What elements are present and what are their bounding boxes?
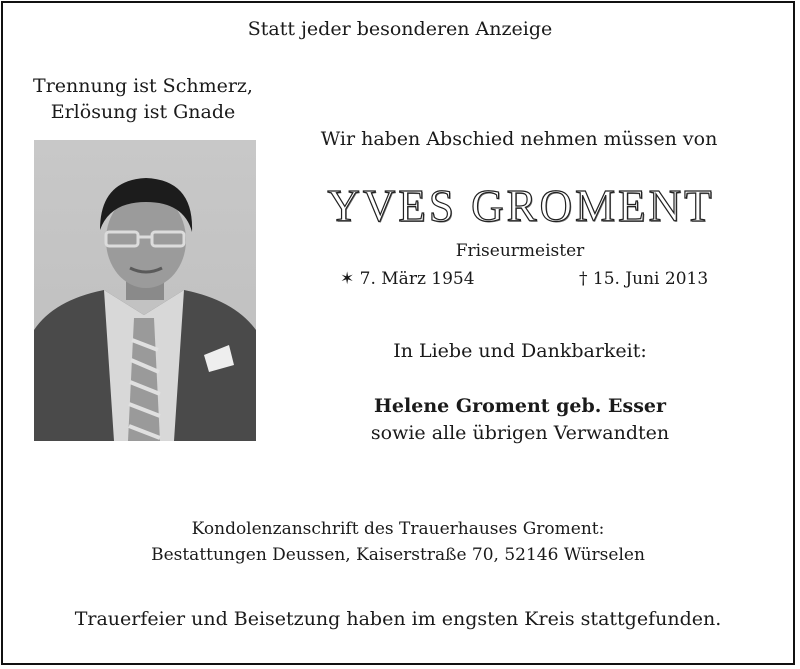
portrait-figure	[34, 140, 256, 441]
condolence-address	[151, 516, 645, 568]
deceased-name: YVES GROMENT	[327, 181, 715, 231]
motto-line-1: Trennung ist Schmerz,	[33, 75, 253, 97]
intro-text: Wir haben Abschied nehmen müssen von	[320, 128, 718, 150]
condolence-line-2: Bestattungen Deussen, Kaiserstraße 70, 52146 Würselen	[151, 545, 645, 565]
header-notice: Statt jeder besonderen Anzeige	[247, 18, 553, 40]
motto-line-2: Erlösung ist Gnade	[50, 101, 236, 123]
condolence-line-1: Kondolenzanschrift des Trauerhauses Groment:	[191, 519, 605, 539]
funeral-notice: Trauerfeier und Beisetzung haben im engsten Kreis stattgefunden.	[74, 608, 722, 630]
profession: Friseurmeister	[455, 241, 585, 261]
portrait-photo	[34, 140, 256, 441]
thanks-line: In Liebe und Dankbarkeit:	[393, 340, 647, 362]
death-date: † 15. Juni 2013	[579, 269, 709, 289]
primary-mourner: Helene Groment geb. Esser	[373, 395, 667, 417]
other-relatives: sowie alle übrigen Verwandten	[370, 422, 670, 444]
birth-date: ✶ 7. März 1954	[340, 269, 475, 289]
motto	[33, 73, 253, 125]
